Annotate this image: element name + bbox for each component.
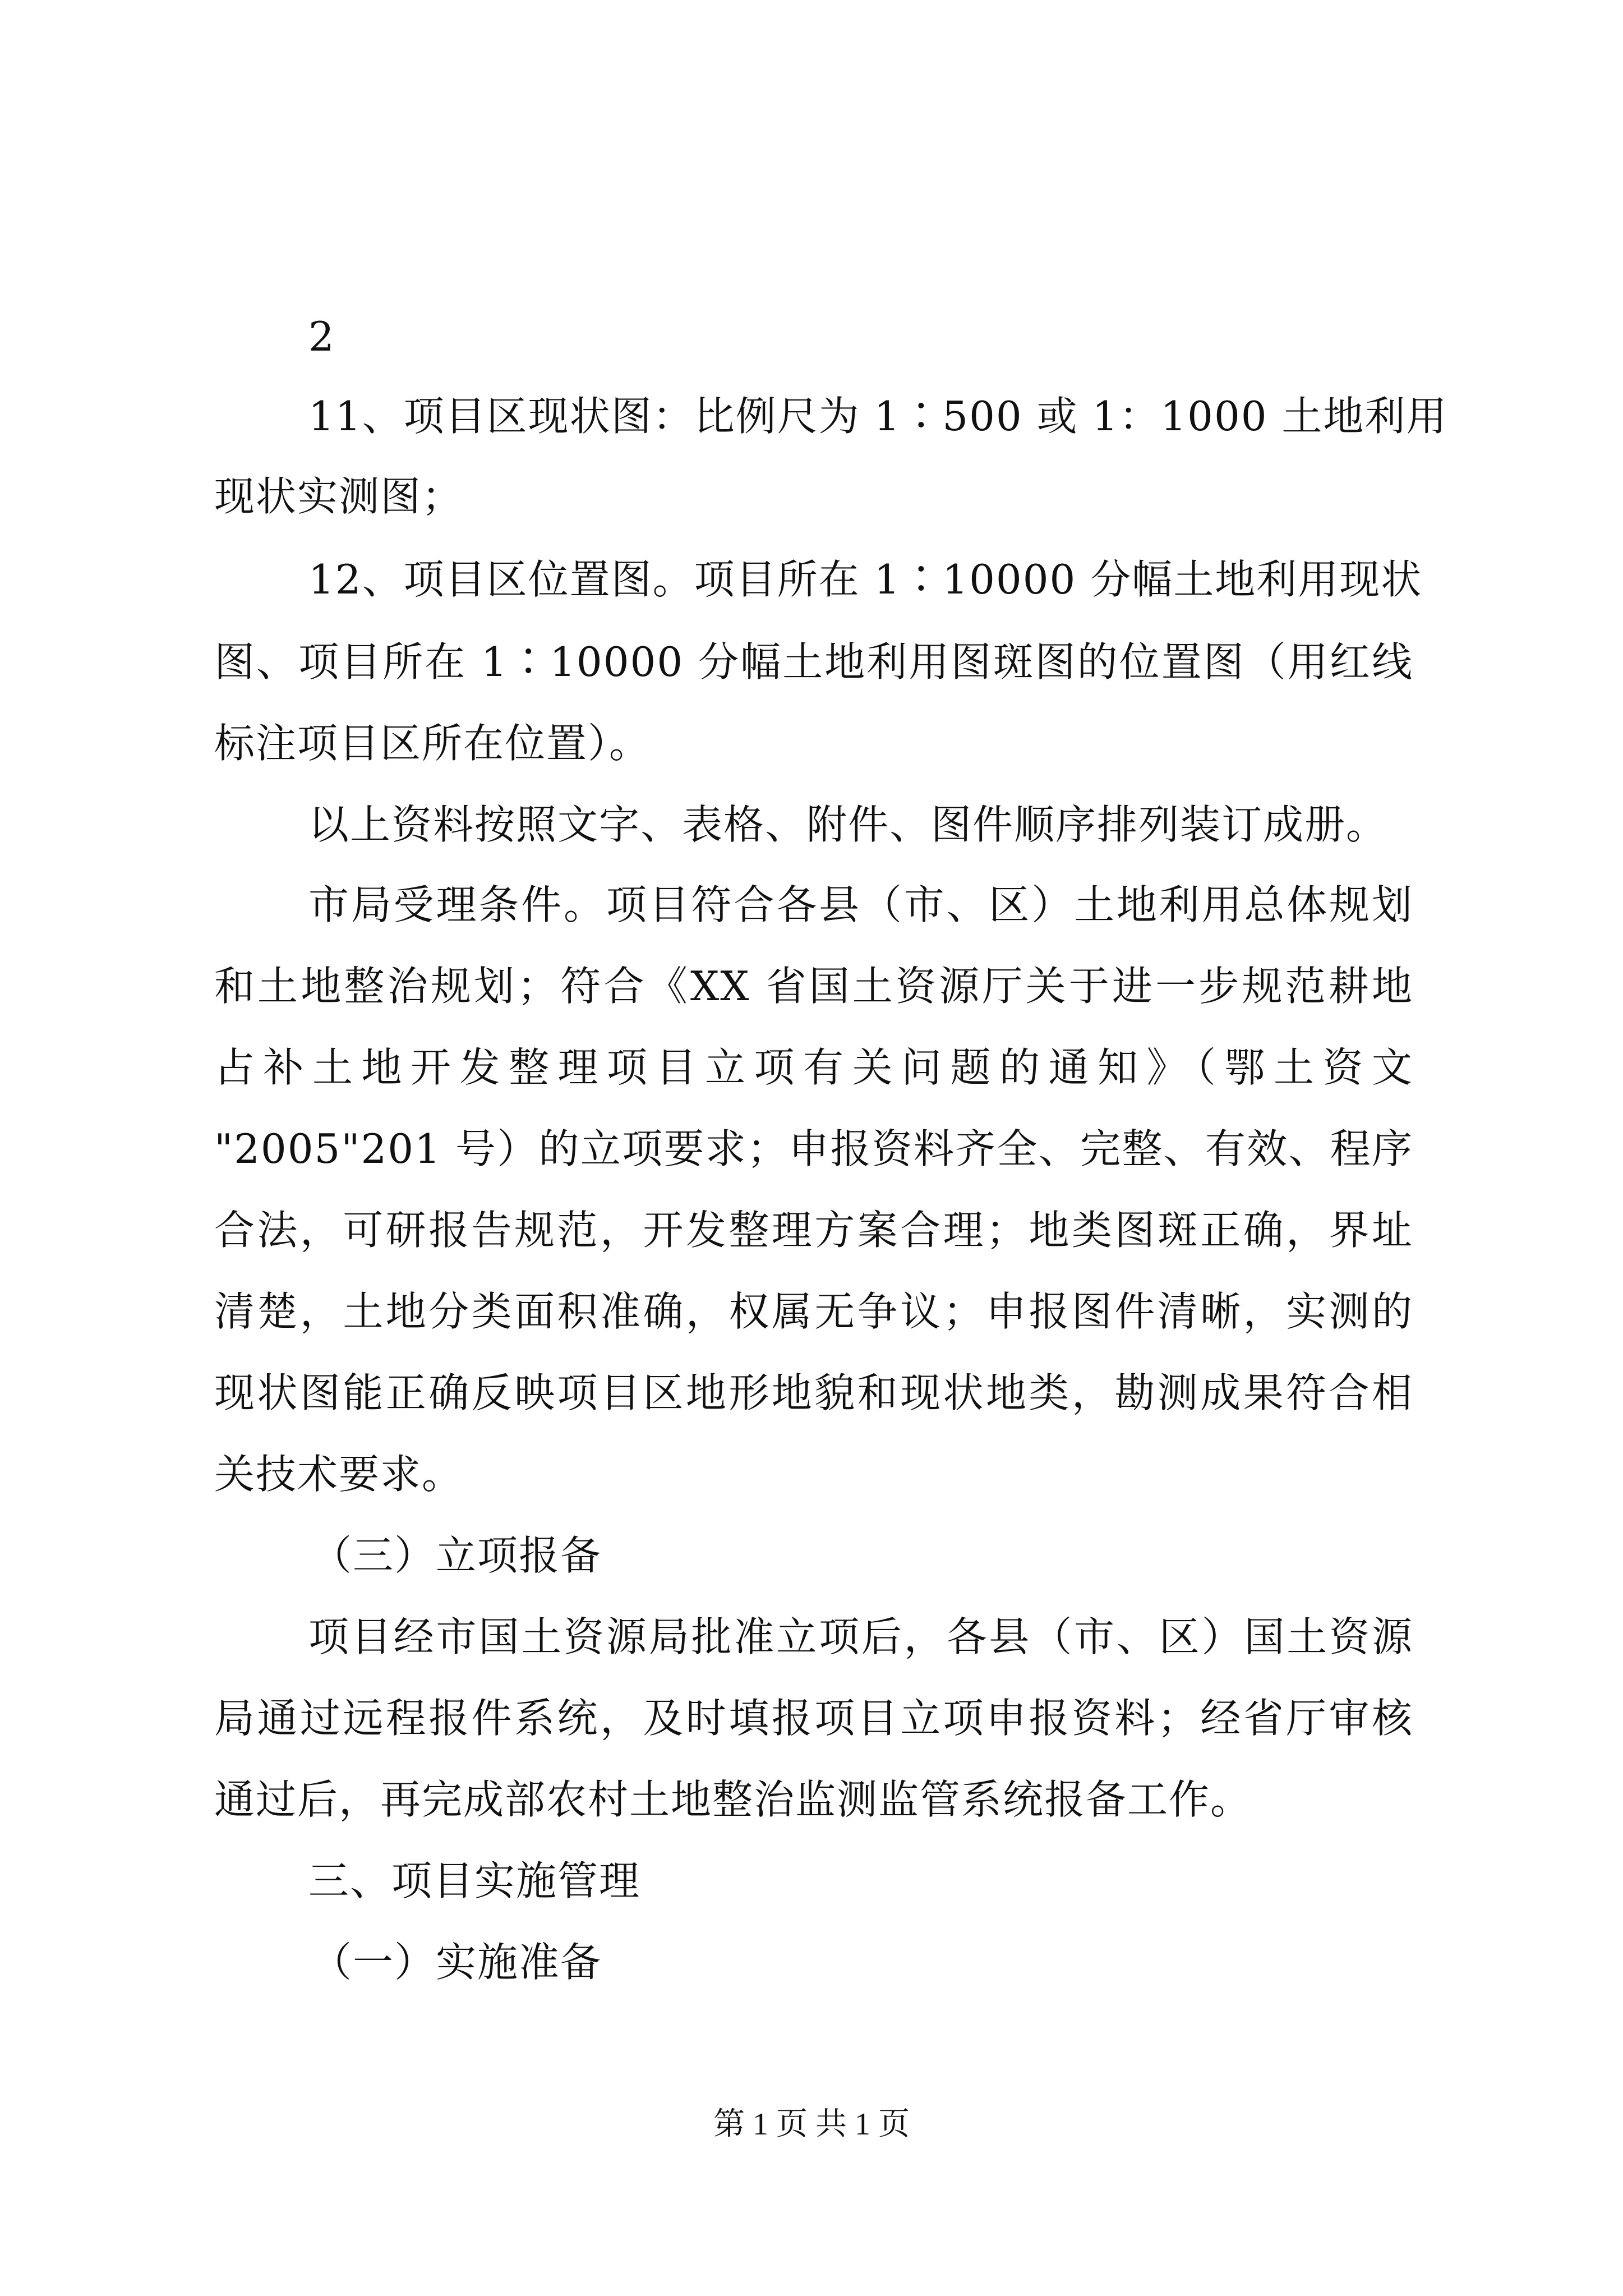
- text-line: 局通过远程报件系统，及时填报项目立项申报资料；经省厅审核: [214, 1695, 1413, 1742]
- text-line: 11、项目区现状图：比例尺为 1∶500 或 1：1000 土地利用: [308, 393, 1448, 440]
- text-line: 清楚，土地分类面积准确，权属无争议；申报图件清晰，实测的: [214, 1288, 1413, 1335]
- heading-line: （一）实施准备: [311, 1939, 602, 1986]
- heading-line: 三、项目实施管理: [308, 1857, 641, 1904]
- text-line: "2005"201 号）的立项要求；申报资料齐全、完整、有效、程序: [214, 1125, 1413, 1172]
- text-line: 市局受理条件。项目符合各县（市、区）土地利用总体规划: [308, 881, 1413, 928]
- text-line: 通过后，再完成部农村土地整治监测监管系统报备工作。: [214, 1776, 1252, 1823]
- text-line: 占补土地开发整理项目立项有关问题的通知》（鄂土资文: [214, 1044, 1413, 1091]
- text-line: 现状图能正确反映项目区地形地貌和现状地类，勘测成果符合相: [214, 1369, 1413, 1416]
- text-line: 和土地整治规划；符合《XX 省国土资源厅关于进一步规范耕地: [214, 963, 1413, 1010]
- page-number-top: 2: [308, 313, 335, 360]
- text-line: 合法，可研报告规范，开发整理方案合理；地类图斑正确，界址: [214, 1207, 1413, 1254]
- page-footer: 第 1 页 共 1 页: [713, 2107, 910, 2142]
- text-line: 项目经市国土资源局批准立项后，各县（市、区）国土资源: [308, 1613, 1413, 1660]
- text-line: 现状实测图；: [214, 473, 464, 520]
- heading-line: （三）立项报备: [311, 1532, 602, 1579]
- text-line: 以上资料按照文字、表格、附件、图件顺序排列装订成册。: [308, 801, 1388, 848]
- text-line: 12、项目区位置图。项目所在 1∶10000 分幅土地利用现状: [308, 556, 1423, 603]
- text-line: 标注项目区所在位置）。: [214, 720, 651, 767]
- text-line: 关技术要求。: [214, 1451, 464, 1498]
- text-line: 图、项目所在 1∶10000 分幅土地利用图斑图的位置图（用红线: [214, 638, 1413, 685]
